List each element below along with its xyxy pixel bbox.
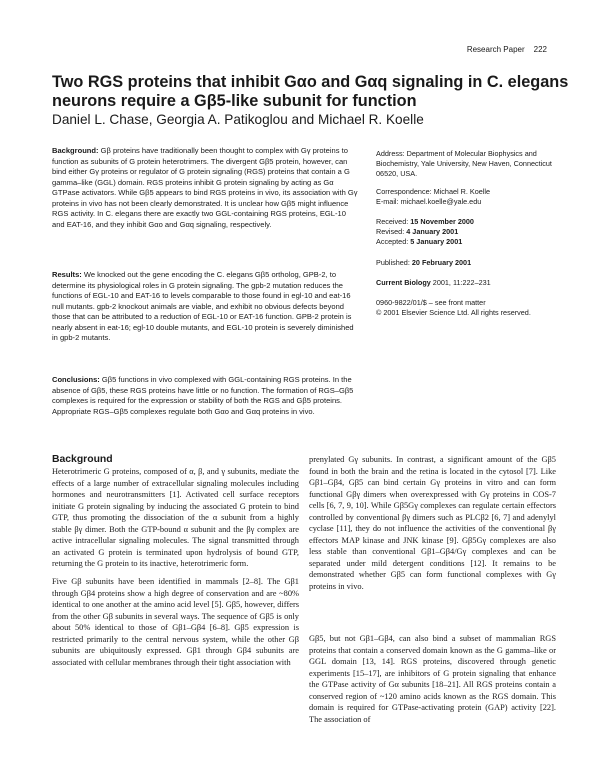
author-list: Daniel L. Chase, Georgia A. Patikoglou and Michael R. Koelle [52,112,424,127]
revised-label: Revised: [376,227,405,236]
abstract-results-label: Results: [52,270,82,279]
abstract-background-text: Gβ proteins have traditionally been thought to complex with Gγ proteins to function as subunits of G protein heterotrimers. The divergent Gβ5 protein, however, can bind either Gγ proteins or regulator of G protein signaling (RGS) proteins that contain a G gamma–like (GGL) domain. RGS proteins inhibit G protein signaling by acting as Gα GTPase activators. While Gβ5 appears to bind RGS proteins in vivo, its association with Gγ proteins in vivo has not been clearly demonstrated. It is unclear how Gβ5 might influence RGS activity. In C. elegans there are exactly two GGL-containing RGS proteins, EGL-10 and EAT-16, and they inhibit Gαo and Gαq signaling, respectively. [52,146,358,229]
abstract-results [52,270,358,344]
body-paragraph: Gβ5, but not Gβ1–Gβ4, can also bind a subset of mammalian RGS proteins that contain a conserved domain known as the G gamma–like or GGL domain [13, 14]. RGS proteins, discovered through genetic experiments [15–17], are inhibitors of G protein signaling that enhance the GTPase activity of Gα subunits [18–21]. All RGS proteins contain a conserved region of ~120 amino acids known as the RGS domain. This domain is required for GTPase-activating protein (GAP) activity [22]. The association of [309,634,556,724]
article-title: Two RGS proteins that inhibit Gαo and Gαq signaling in C. elegans neurons require a Gβ5-like subunit for function [52,73,569,110]
correspondence: Correspondence: Michael R. Koelle [376,187,491,196]
received-date: 15 November 2000 [410,217,474,226]
accepted-date: 5 January 2001 [410,237,463,246]
revised-date: 4 January 2001 [406,227,459,236]
received-line [376,217,576,227]
copyright-line: © 2001 Elsevier Science Ltd. All rights reserved. [376,308,531,317]
abstract-results-text: We knocked out the gene encoding the C. elegans Gβ5 ortholog, GPB-2, to determine its physiological roles in G protein signaling. The gpb-2 mutation reduces the functions of EGL-10 and EAT-16 to levels comparable to those found in egl-10 and eat-16 null mutants. gpb-2 knockout animals are viable, and exhibit no obvious defects beyond those that can be attributed to a reduction of EGL-10 or EAT-16 function. GPB-2 protein is nearly absent in eat-16; egl-10 double mutants, and EGL-10 protein is severely diminished in gpb-2 mutants. [52,270,354,343]
page-number: 222 [533,45,547,54]
background-heading: Background [52,454,113,465]
body-paragraph: Heterotrimeric G proteins, composed of α, β, and γ subunits, mediate the effects of a large number of extracellular signaling molecules including hormones and neurotransmitters [1]. Activated cell surface receptors initiate G protein signaling by inducing the associated G protein to bind GTP, thus promoting the dissociation of the α subunit from a highly stable βγ dimer. Both the GTP-bound α subunit and the βγ complex are active intracellular signaling molecules. The signal transmitted through an activated G protein is terminated upon hydrolysis of bound GTP, returning the G protein to its inactive, heterotrimeric form. [52,467,299,568]
abstract-background-label: Background: [52,146,99,155]
section-label: Research Paper [466,45,525,54]
journal-name: Current Biology [376,278,431,287]
abstract-conclusions [52,375,358,417]
author-address: Address: Department of Molecular Biophysics and Biochemistry, Yale University, New Haven, Connecticut 06520, USA. [376,149,552,178]
published-line [376,258,576,268]
received-label: Received: [376,217,409,226]
body-paragraph: Five Gβ subunits have been identified in mammals [2–8]. The Gβ1 through Gβ4 proteins show a high degree of conservation and are ~80% identical to one another at the amino acid level [5]. Gβ5, however, differs from the other Gβ subunits in several ways. The sequence of Gβ5 is only about 50% identical to those of Gβ1–Gβ4 [6–8]. Gβ5 expression is restricted primarily to the central nervous system, while the other Gβ subunits are ubiquitously expressed. Gβ1 through Gβ4 subunits are associated with cellular membranes through their tight association with [52,577,299,667]
abstract-conclusions-text: Gβ5 functions in vivo complexed with GGL-containing RGS proteins. In the absence of Gβ5, these RGS proteins have little or no function. The formation of RGS–Gβ5 complexes is required for the expression or stability of both the RGS and Gβ5 proteins. Appropriate RGS–Gβ5 complexes regulate both Gαo and Gαq proteins in vivo. [52,375,354,416]
journal-citation [376,278,576,288]
journal-issue: 2001, 11:222–231 [432,278,491,287]
running-header [467,45,547,54]
revised-line [376,227,576,237]
published-date: 20 February 2001 [411,258,472,267]
issn-line: 0960-9822/01/$ – see front matter [376,298,486,307]
published-label: Published: [376,258,410,267]
abstract-conclusions-label: Conclusions: [52,375,100,384]
body-paragraph: prenylated Gγ subunits. In contrast, a significant amount of the Gβ5 found in both the brain and the retina is located in the cytosol [7]. Like Gβ1–Gβ4, Gβ5 can bind certain Gγ proteins in vitro and can form functional Gβγ dimers when overexpressed with Gγ proteins in COS-7 cells [6, 7, 9, 10]. While Gβ5Gγ complexes can regulate certain effectors controlled by conventional βγ dimers such as PLCβ2 [6, 7] and adenylyl cyclase [11], they do not influence the activities of the conventional βγ effectors MAP kinase and JNK kinase [9]. Gβ5Gγ complexes are also less stable than conventional Gβ1–Gβ4/Gγ complexes and can be separated under mild detergent conditions [12]. It remains to be demonstrated whether Gβ5 can form functional complexes with Gγ proteins in vivo. [309,455,556,591]
accepted-line [376,237,576,247]
email-address: E-mail: michael.koelle@yale.edu [376,197,482,206]
accepted-label: Accepted: [376,237,409,246]
abstract-background [52,146,358,230]
